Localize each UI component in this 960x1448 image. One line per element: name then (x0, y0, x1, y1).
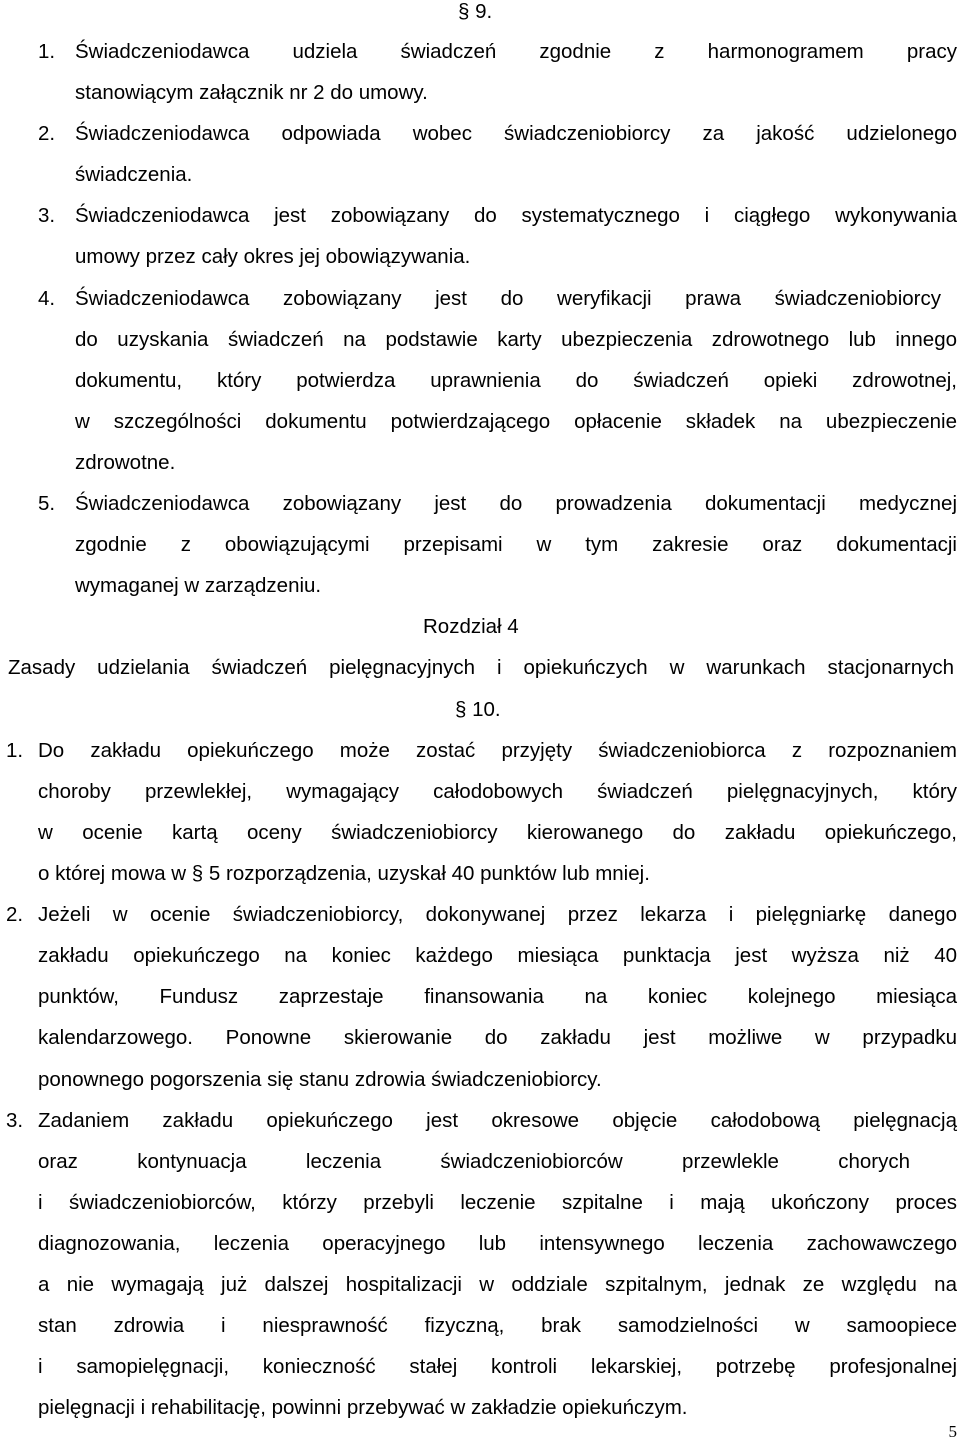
item-line: kalendarzowego. Ponowne skierowanie do zakładu jest możliwe w przypadku (38, 1026, 957, 1049)
item-line: Świadczeniodawca odpowiada wobec świadczeniobiorcy za jakość udzielonego (75, 122, 957, 145)
item-line: wymaganej w zarządzeniu. (75, 574, 322, 597)
item-line: ponownego pogorszenia się stanu zdrowia świadczeniobiorcy. (38, 1068, 602, 1091)
item-line: świadczenia. (75, 163, 193, 186)
item-line: Zadaniem zakładu opiekuńczego jest okresowe objęcie całodobową pielęgnacją (38, 1109, 957, 1132)
item-number: 2. (6, 903, 24, 926)
item-line: i świadczeniobiorców, którzy przebyli leczenie szpitalne i mają ukończony proces (38, 1191, 957, 1214)
section-heading: § 10. (455, 698, 501, 721)
item-number: 5. (38, 492, 56, 515)
item-line: stanowiącym załącznik nr 2 do umowy. (75, 81, 428, 104)
item-line: zgodnie z obowiązującymi przepisami w tym zakresie oraz dokumentacji (75, 533, 957, 556)
item-line: dokumentu, który potwierdza uprawnienia do świadczeń opieki zdrowotnej, (75, 369, 957, 392)
item-line: Świadczeniodawca udziela świadczeń zgodnie z harmonogramem pracy (75, 40, 957, 63)
item-number: 1. (38, 40, 56, 63)
chapter-subtitle: Zasady udzielania świadczeń pielęgnacyjnych i opiekuńczych w warunkach stacjonarnych (8, 656, 954, 679)
item-line: i samopielęgnacji, konieczność stałej kontroli lekarskiej, potrzebę profesjonalnej (38, 1355, 957, 1378)
item-line: zdrowotne. (75, 451, 176, 474)
item-line: punktów, Fundusz zaprzestaje finansowania na koniec kolejnego miesiąca (38, 985, 957, 1008)
item-number: 1. (6, 739, 24, 762)
item-line: zakładu opiekuńczego na koniec każdego miesiąca punktacja jest wyższa niż 40 (38, 944, 957, 967)
item-number: 3. (6, 1109, 24, 1132)
section-heading: § 9. (458, 0, 493, 23)
item-line: Świadczeniodawca zobowiązany jest do prowadzenia dokumentacji medycznej (75, 492, 957, 515)
item-line: stan zdrowia i niesprawność fizyczną, brak samodzielności w samoopiece (38, 1314, 957, 1337)
item-number: 2. (38, 122, 56, 145)
item-line: Świadczeniodawca zobowiązany jest do weryfikacji prawa świadczeniobiorcy (75, 287, 941, 310)
item-line: Świadczeniodawca jest zobowiązany do systematycznego i ciągłego wykonywania (75, 204, 957, 227)
item-line: diagnozowania, leczenia operacyjnego lub intensywnego leczenia zachowawczego (38, 1232, 957, 1255)
item-line: a nie wymagają już dalszej hospitalizacji w oddziale szpitalnym, jednak ze względu na (38, 1273, 957, 1296)
item-number: 3. (38, 204, 56, 227)
item-line: Do zakładu opiekuńczego może zostać przyjęty świadczeniobiorca z rozpoznaniem (38, 739, 957, 762)
item-line: w ocenie kartą oceny świadczeniobiorcy kierowanego do zakładu opiekuńczego, (38, 821, 957, 844)
item-line: choroby przewlekłej, wymagający całodobowych świadczeń pielęgnacyjnych, który (38, 780, 957, 803)
page-number: 5 (948, 1422, 957, 1441)
item-line: pielęgnacji i rehabilitację, powinni przebywać w zakładzie opiekuńczym. (38, 1396, 688, 1419)
item-line: umowy przez cały okres jej obowiązywania. (75, 245, 471, 268)
item-line: do uzyskania świadczeń na podstawie karty ubezpieczenia zdrowotnego lub innego (75, 328, 957, 351)
item-line: w szczególności dokumentu potwierdzającego opłacenie składek na ubezpieczenie (75, 410, 957, 433)
item-line: oraz kontynuacja leczenia świadczeniobiorców przewlekle chorych (38, 1150, 910, 1173)
item-number: 4. (38, 287, 56, 310)
chapter-title: Rozdział 4 (423, 615, 519, 638)
item-line: Jeżeli w ocenie świadczeniobiorcy, dokonywanej przez lekarza i pielęgniarkę danego (38, 903, 957, 926)
item-line: o której mowa w § 5 rozporządzenia, uzyskał 40 punktów lub mniej. (38, 862, 650, 885)
